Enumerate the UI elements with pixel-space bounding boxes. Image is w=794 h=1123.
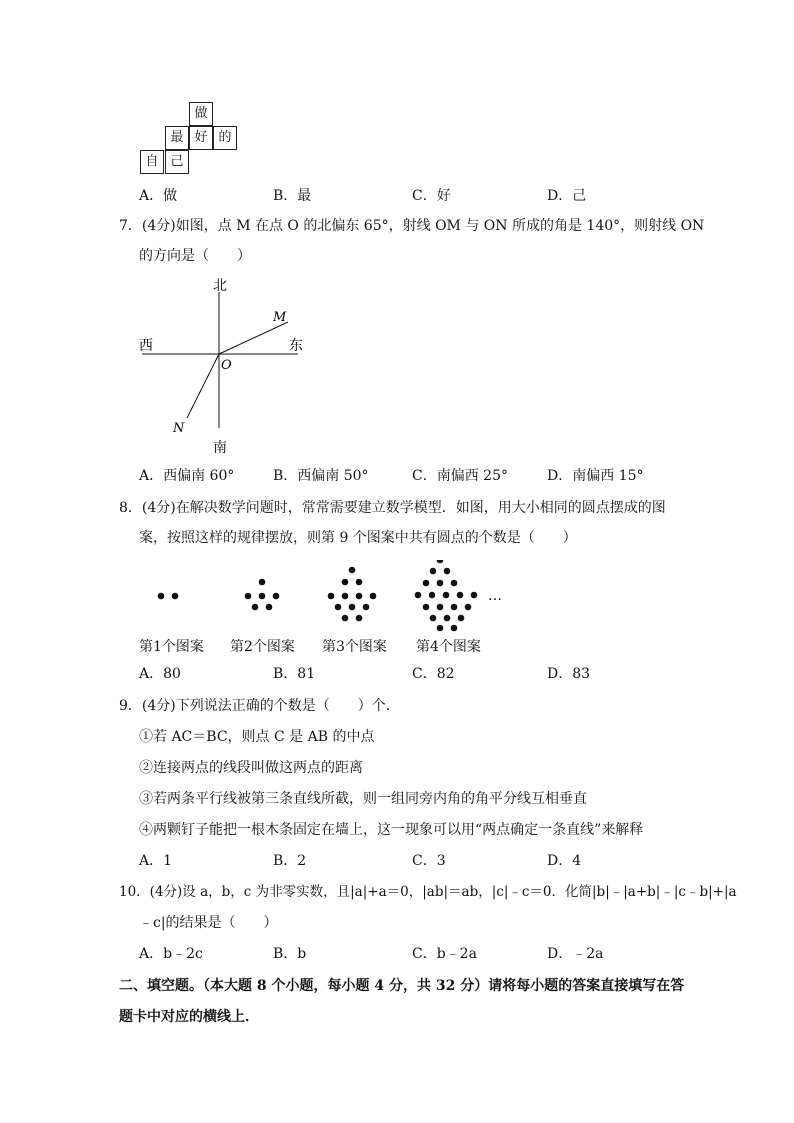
compass-figure	[130, 270, 330, 460]
q6-option-b[interactable]: B．最	[273, 188, 312, 204]
q8-stem-line1: 8．(4分)在解决数学问题时，常常需要建立数学模型．如图，用大小相同的圆点摆成的图	[119, 500, 666, 516]
pattern-ellipsis: …	[488, 588, 502, 604]
compass-north-label: 北	[213, 278, 227, 294]
net-cell-4: 的	[213, 126, 237, 150]
q7-option-a[interactable]: A．西偏南 60°	[139, 468, 235, 484]
point-o-label: O	[221, 358, 232, 373]
q6-option-d[interactable]: D．己	[547, 188, 587, 204]
q7-stem-line1: 7．(4分)如图，点 M 在点 O 的北偏东 65°，射线 OM 与 ON 所成的角是 140°，则射线 ON	[119, 218, 705, 234]
q10-option-a[interactable]: A．b﹣2c	[139, 946, 203, 962]
compass-west-label: 西	[139, 338, 153, 354]
q8-stem-line2: 案，按照这样的规律摆放，则第 9 个图案中共有圆点的个数是（ ）	[139, 530, 577, 546]
point-m-label: M	[273, 310, 287, 325]
q10-option-b[interactable]: B．b	[273, 946, 307, 962]
net-cell-5: 自	[140, 150, 164, 174]
q9-stem: 9．(4分)下列说法正确的个数是（ ）个．	[119, 698, 400, 714]
q6-option-c[interactable]: C．好	[412, 188, 451, 204]
dot-patterns-figure	[150, 560, 510, 640]
q6-option-a[interactable]: A．做	[139, 188, 178, 204]
q8-option-d[interactable]: D．83	[547, 666, 591, 682]
point-n-label: N	[173, 421, 185, 436]
pattern-label-1: 第1个图案	[139, 639, 204, 655]
q10-stem-line2: ﹣c|的结果是（ ）	[139, 915, 278, 931]
q7-option-c[interactable]: C．南偏西 25°	[412, 468, 508, 484]
pattern-1	[158, 593, 179, 600]
q10-option-c[interactable]: C．b﹣2a	[412, 946, 477, 962]
q9-statement-4: ④两颗钉子能把一根木条固定在墙上，这一现象可以用“两点确定一条直线”来解释	[139, 822, 644, 838]
q7-option-d[interactable]: D．南偏西 15°	[547, 468, 644, 484]
q9-statement-3: ③若两条平行线被第三条直线所截，则一组同旁内角的角平分线互相垂直	[139, 791, 587, 807]
net-cell-3: 好	[189, 126, 213, 150]
q9-option-a[interactable]: A．1	[139, 853, 173, 869]
q7-stem-line2: 的方向是（ ）	[139, 248, 251, 264]
compass-south-label: 南	[213, 440, 227, 456]
pattern-2	[245, 579, 280, 611]
q7-option-b[interactable]: B．西偏南 50°	[273, 468, 369, 484]
q10-stem-line1: 10．(4分)设 a，b，c 为非零实数，且|a|+a＝0，|ab|＝ab，|c|﹣c＝0．化简|b|﹣|a+b|﹣|c﹣b|+|a	[119, 884, 737, 900]
q9-option-b[interactable]: B．2	[273, 853, 307, 869]
pattern-label-4: 第4个图案	[416, 639, 481, 655]
q9-option-c[interactable]: C．3	[412, 853, 446, 869]
net-cell-6: 己	[165, 150, 189, 174]
pattern-3	[328, 567, 377, 622]
pattern-4	[415, 560, 478, 631]
net-cell-2: 最	[165, 126, 189, 150]
q10-option-d[interactable]: D．﹣2a	[547, 946, 604, 962]
q8-option-a[interactable]: A．80	[139, 666, 181, 682]
section2-heading-line1: 二、填空题。（本大题 8 个小题，每小题 4 分，共 32 分）请将每小题的答案直接填写在答	[119, 978, 685, 994]
q9-statement-1: ①若 AC＝BC，则点 C 是 AB 的中点	[139, 729, 375, 745]
q8-option-c[interactable]: C．82	[412, 666, 455, 682]
q8-option-b[interactable]: B．81	[273, 666, 316, 682]
compass-east-label: 东	[289, 338, 303, 354]
q9-statement-2: ②连接两点的线段叫做这两点的距离	[139, 760, 363, 776]
pattern-label-3: 第3个图案	[322, 639, 387, 655]
q9-option-d[interactable]: D．4	[547, 853, 582, 869]
net-cell-1: 做	[189, 102, 213, 126]
section2-heading-line2: 题卡中对应的横线上．	[119, 1009, 259, 1025]
pattern-label-2: 第2个图案	[230, 639, 295, 655]
